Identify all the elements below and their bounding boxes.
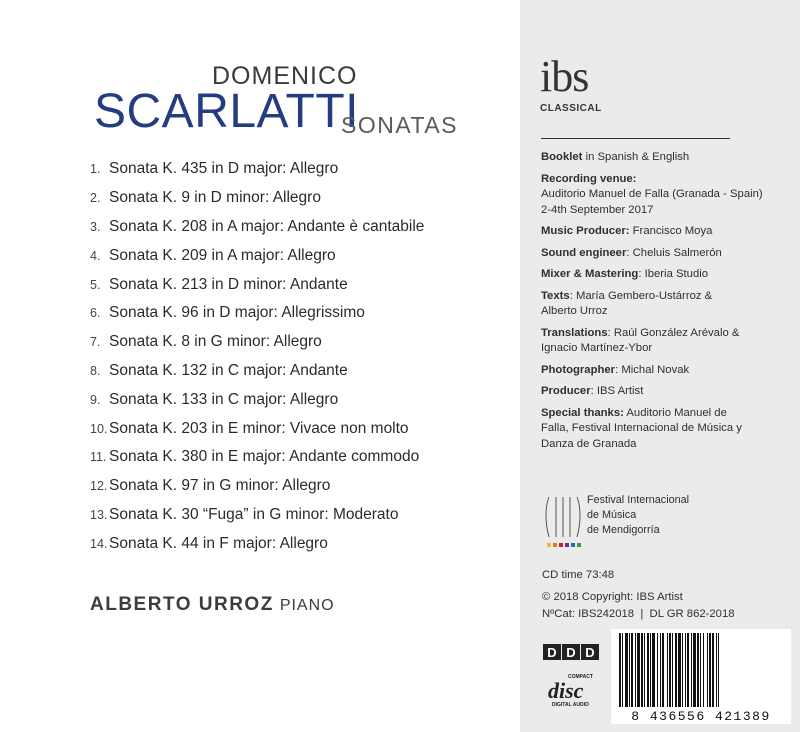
festival-name: Festival Internacional de Música de Mendigorría [587,494,690,536]
barcode-bar [644,633,645,707]
barcode-digits: 8 436556 421389 [631,709,771,724]
cd-time: CD time 73:48 [542,569,615,581]
disc-compact-text: COMPACT [568,674,593,680]
credit-booklet: Booklet in Spanish & English [541,151,690,163]
barcode-bar [718,633,719,707]
barcode-bar [678,633,681,707]
ddd-letter: D [543,644,561,660]
track-item [90,328,424,357]
track-item [90,385,424,414]
credit-texts: Texts: María Gembero-Ustárroz & Alberto Urroz [541,289,713,317]
track-title: Sonata K. 30 “Fuga” in G minor: Moderato [109,505,399,523]
barcode-bar [697,633,699,707]
track-number: 14. [90,536,108,551]
disc-digital-text: DIGITAL AUDIO [552,702,589,708]
logo-subtitle: CLASSICAL [540,103,602,114]
compact-disc-logo-icon [544,670,602,708]
festival-logo [543,493,689,551]
track-item [90,184,424,213]
copyright-block [542,589,735,623]
barcode-bar [675,633,677,707]
barcode-bar [647,633,649,707]
track-item [90,155,424,184]
barcode-bars-icon [617,633,785,707]
track-title: Sonata K. 44 in F major: Allegro [109,534,328,552]
barcode-bar [669,633,671,707]
track-list [90,155,424,558]
track-item [90,529,424,558]
performer-role: PIANO [279,597,335,614]
barcode-bar [652,633,655,707]
barcode-bar [707,633,708,707]
barcode-bar [662,633,664,707]
track-number: 9. [90,392,101,407]
track-item [90,357,424,386]
barcode-bar [687,633,689,707]
barcode [611,629,791,724]
barcode-bar [622,633,623,707]
barcode-bar [667,633,668,707]
track-title: Sonata K. 133 in C major: Allegro [109,390,339,408]
track-title: Sonata K. 203 in E minor: Vivace non molto [109,419,409,437]
credit-mixer: Mixer & Mastering: Iberia Studio [541,268,709,280]
track-title: Sonata K. 209 in A major: Allegro [109,246,336,264]
barcode-bar [619,633,621,707]
track-title: Sonata K. 132 in C major: Andante [109,361,348,379]
track-title: Sonata K. 96 in D major: Allegrissimo [109,304,365,322]
barcode-bar [629,633,630,707]
track-number: 2. [90,191,101,206]
track-item [90,213,424,242]
track-title: Sonata K. 9 in D minor: Allegro [109,189,321,207]
track-number: 13. [90,507,108,522]
track-title: Sonata K. 208 in A major: Andante è cantabile [109,217,425,235]
logo-wordmark: ibs [540,52,589,101]
credit-translations: Translations: Raúl González Arévalo & Ignacio Martínez-Ybor [541,326,740,354]
track-number: 5. [90,277,101,292]
track-number: 8. [90,363,101,378]
performer [90,594,335,616]
track-number: 11. [90,450,107,465]
track-item [90,443,424,472]
barcode-bar [703,633,704,707]
track-title: Sonata K. 97 in G minor: Allegro [109,477,331,495]
barcode-bar [700,633,701,707]
track-item [90,299,424,328]
track-number: 1. [90,162,101,177]
barcode-bar [650,633,651,707]
barcode-bar [625,633,628,707]
catalog-number: NºCat: IBS242018 | DL GR 862-2018 [542,608,735,620]
barcode-bar [657,633,658,707]
barcode-bar [682,633,683,707]
disc-wordmark: disc [548,678,584,703]
barcode-bar [672,633,673,707]
track-title: Sonata K. 213 in D minor: Andante [109,275,348,293]
ddd-letter: D [581,644,599,660]
barcode-bar [693,633,696,707]
credit-photographer: Photographer: Michal Novak [541,363,690,376]
divider [541,138,730,139]
credit-venue: Recording venue: Auditorio Manuel de Falla (Granada - Spain) 2-4th September 2017 [541,172,763,216]
barcode-bar [691,633,692,707]
barcode-bar [660,633,661,707]
track-item [90,501,424,530]
track-item [90,241,424,270]
track-item [90,472,424,501]
track-title: Sonata K. 380 in E major: Andante commodo [109,448,420,466]
credit-sound-engineer: Sound engineer: Cheluis Salmerón [541,246,722,259]
barcode-bar [712,633,714,707]
copyright: © 2018 Copyright: IBS Artist [542,591,683,603]
ddd-badge [543,644,599,660]
credits-list [541,150,791,458]
composer-first-name: DOMENICO [212,62,358,90]
composer-last-name: SCARLATTI [94,85,359,138]
credit-thanks: Special thanks: Auditorio Manuel de Falla, Festival Internacional de Música y Danza de Granada [541,406,742,450]
barcode-bar [709,633,711,707]
track-number: 7. [90,335,101,350]
track-item [90,270,424,299]
barcode-bar [635,633,636,707]
ibs-logo [540,52,602,114]
barcode-bar [685,633,686,707]
performer-name: ALBERTO URROZ [90,594,274,615]
track-title: Sonata K. 8 in G minor: Allegro [109,333,322,351]
credit-music-producer: Music Producer: Francisco Moya [541,225,713,237]
barcode-bar [637,633,640,707]
barcode-bar [631,633,633,707]
track-number: 6. [90,306,101,321]
track-number: 3. [90,219,101,234]
album-subtitle: SONATAS [341,112,458,138]
festival-emblem-icon [543,493,583,551]
barcode-bar [641,633,643,707]
credit-producer: Producer: IBS Artist [541,385,644,397]
ddd-letter: D [562,644,580,660]
track-number: 10. [90,421,108,436]
track-number: 4. [90,248,101,263]
track-number: 12. [90,479,108,494]
track-item [90,414,424,443]
barcode-bar [716,633,717,707]
track-title: Sonata K. 435 in D major: Allegro [109,160,339,178]
